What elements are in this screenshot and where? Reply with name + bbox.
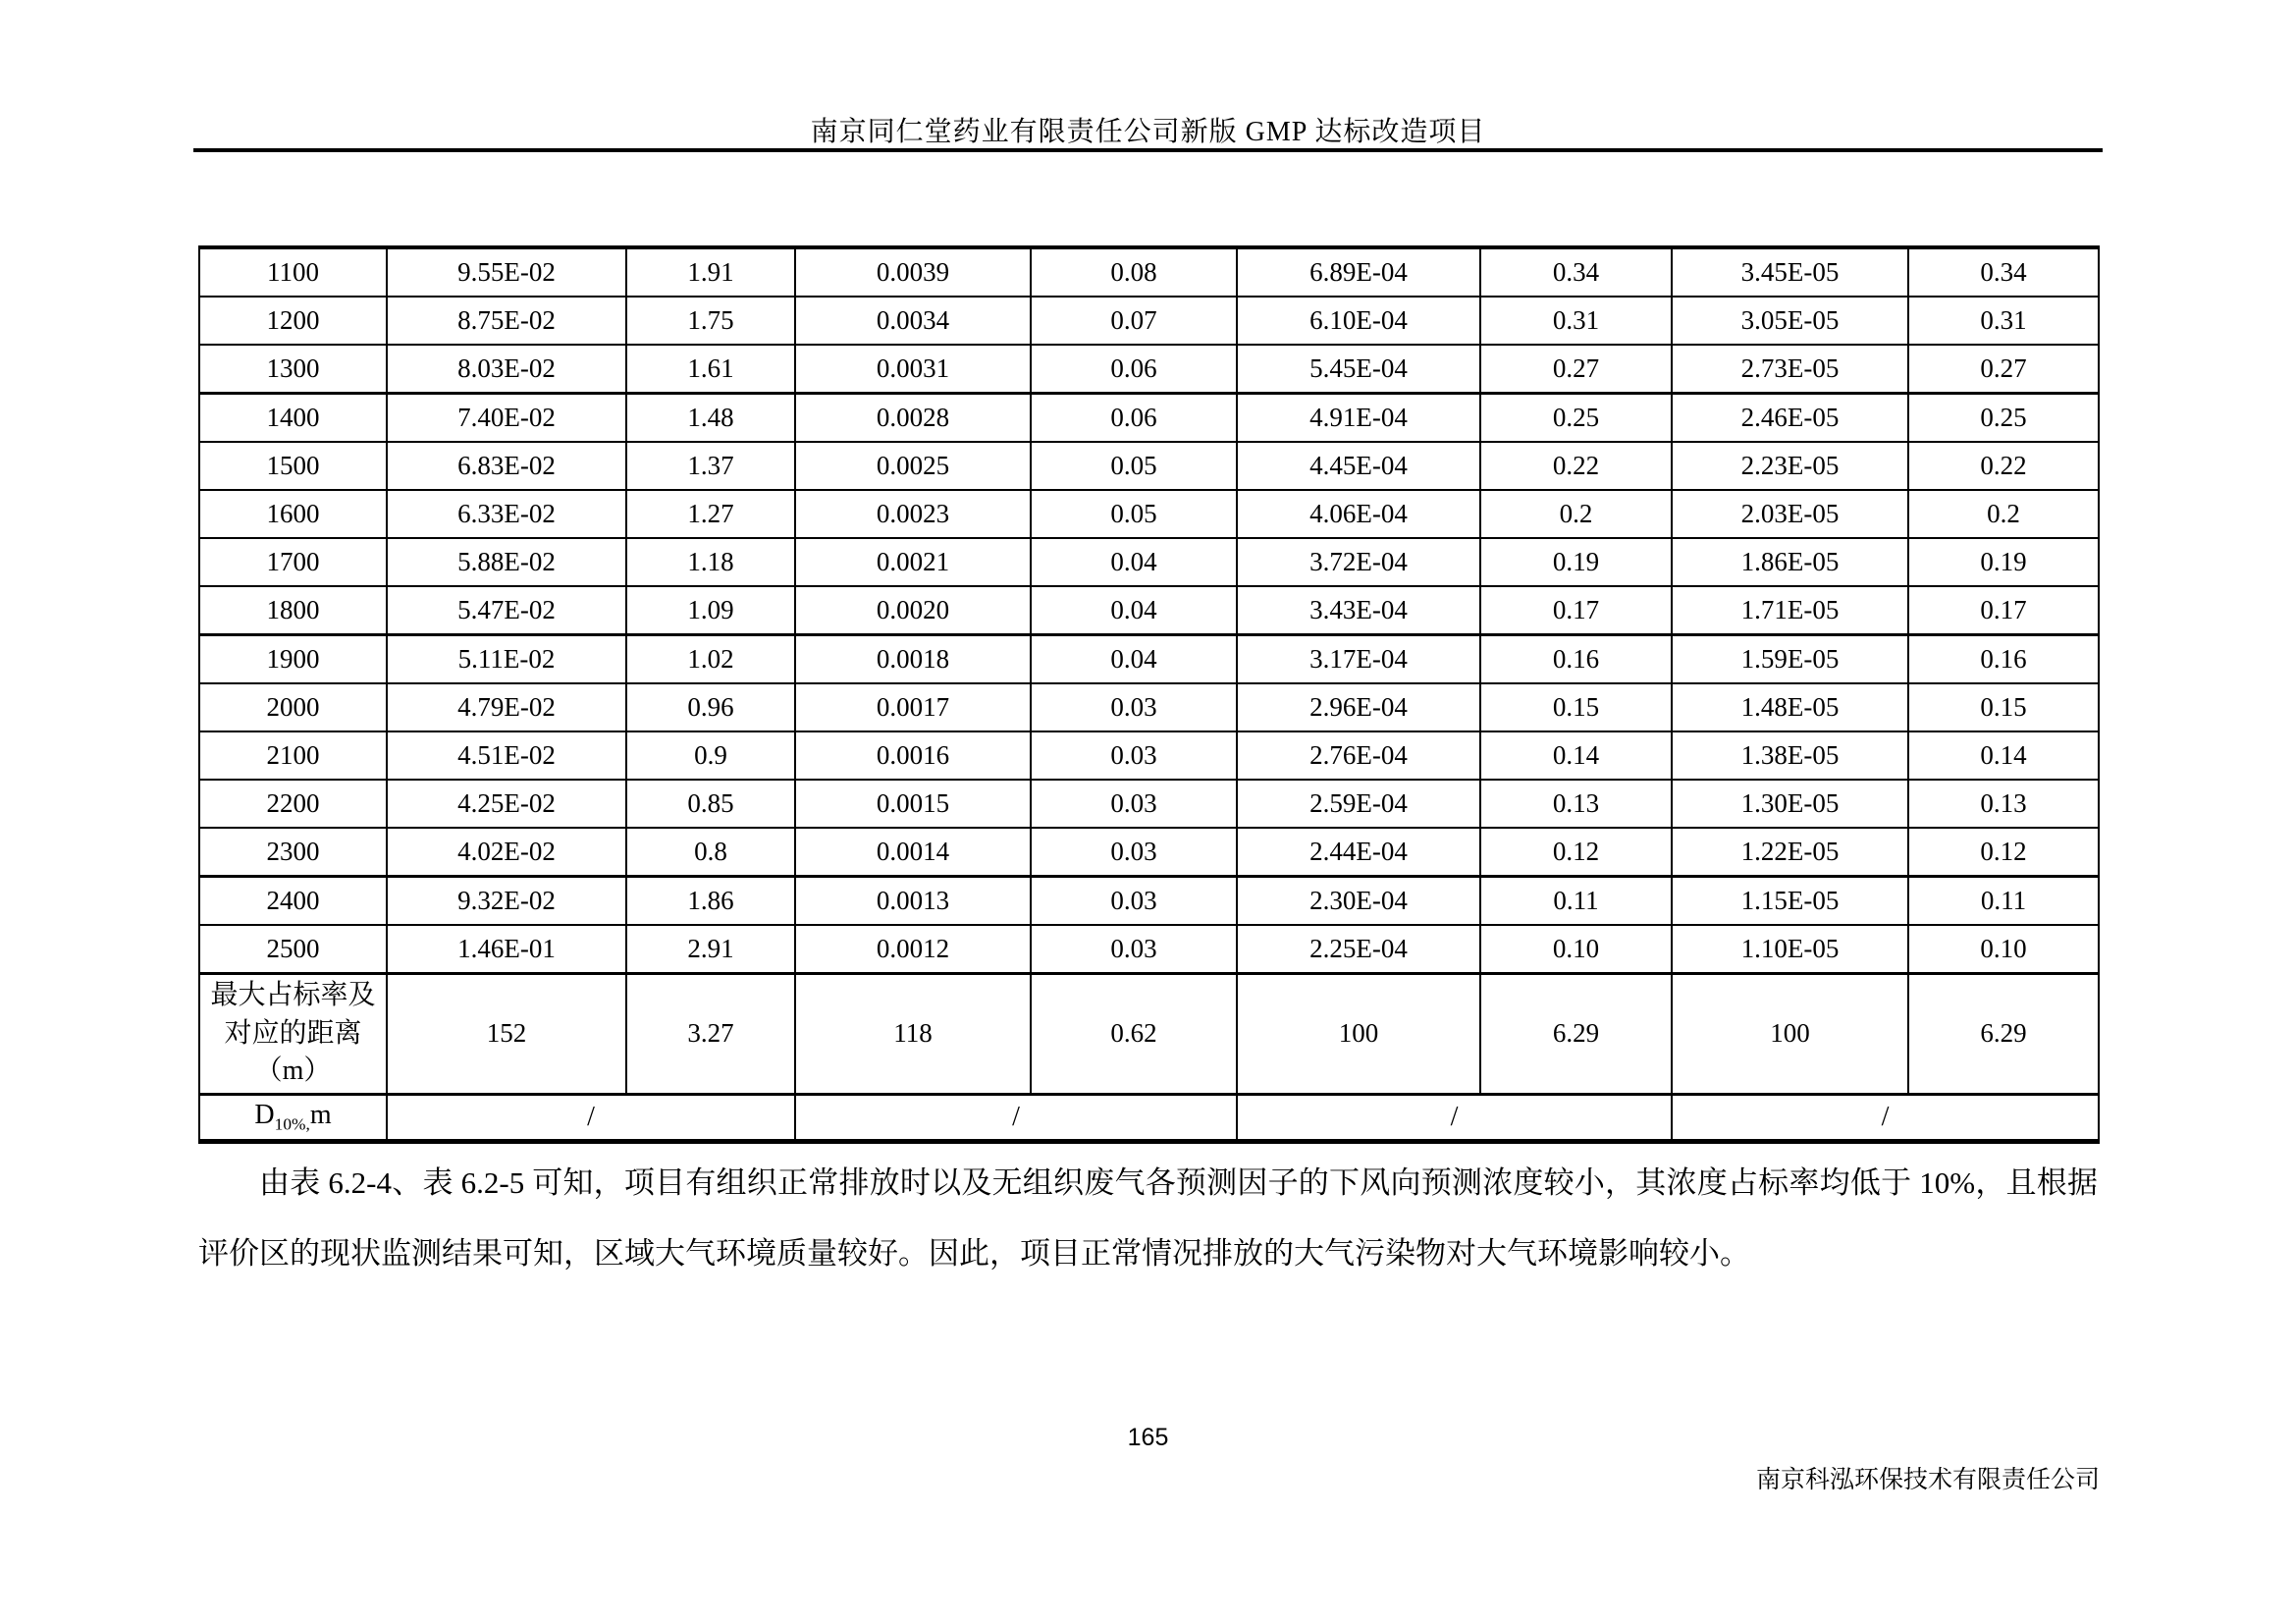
summary-label-cell: 最大占标率及对应的距离（m） [199, 974, 387, 1095]
prediction-table-body [199, 247, 2099, 1141]
table-row [199, 442, 2099, 490]
value-cell: 1.48 [626, 394, 795, 443]
value-cell: 6.10E-04 [1237, 297, 1480, 345]
value-cell: 5.88E-02 [387, 538, 626, 586]
value-cell: 0.14 [1908, 731, 2099, 780]
value-cell: 1.37 [626, 442, 795, 490]
value-cell: 0.31 [1908, 297, 2099, 345]
value-cell: 1.09 [626, 586, 795, 635]
distance-cell: 1100 [199, 247, 387, 297]
value-cell: 1.86 [626, 877, 795, 926]
value-cell: 2.76E-04 [1237, 731, 1480, 780]
value-cell: 5.45E-04 [1237, 345, 1480, 394]
summary-value-cell: 100 [1672, 974, 1908, 1095]
value-cell: 0.03 [1031, 683, 1237, 731]
value-cell: 7.40E-02 [387, 394, 626, 443]
distance-cell: 1200 [199, 297, 387, 345]
value-cell: 1.27 [626, 490, 795, 538]
value-cell: 6.33E-02 [387, 490, 626, 538]
value-cell: 1.22E-05 [1672, 828, 1908, 877]
value-cell: 1.30E-05 [1672, 780, 1908, 828]
value-cell: 0.27 [1908, 345, 2099, 394]
value-cell: 1.48E-05 [1672, 683, 1908, 731]
value-cell: 0.2 [1908, 490, 2099, 538]
value-cell: 0.11 [1480, 877, 1672, 926]
value-cell: 4.02E-02 [387, 828, 626, 877]
value-cell: 1.02 [626, 635, 795, 684]
value-cell: 4.25E-02 [387, 780, 626, 828]
value-cell: 0.0021 [795, 538, 1031, 586]
distance-cell: 2500 [199, 925, 387, 974]
value-cell: 0.8 [626, 828, 795, 877]
value-cell: 0.0028 [795, 394, 1031, 443]
value-cell: 1.10E-05 [1672, 925, 1908, 974]
value-cell: 0.85 [626, 780, 795, 828]
summary-value-cell: 152 [387, 974, 626, 1095]
value-cell: 2.96E-04 [1237, 683, 1480, 731]
value-cell: 0.05 [1031, 490, 1237, 538]
table-row [199, 247, 2099, 297]
table-row [199, 394, 2099, 443]
value-cell: 0.0016 [795, 731, 1031, 780]
value-cell: 0.19 [1908, 538, 2099, 586]
distance-cell: 1700 [199, 538, 387, 586]
summary-value-cell: 100 [1237, 974, 1480, 1095]
table-row [199, 586, 2099, 635]
value-cell: 2.23E-05 [1672, 442, 1908, 490]
d10-label-cell [199, 1094, 387, 1141]
value-cell: 0.17 [1480, 586, 1672, 635]
value-cell: 0.04 [1031, 635, 1237, 684]
value-cell: 0.0018 [795, 635, 1031, 684]
value-cell: 4.79E-02 [387, 683, 626, 731]
value-cell: 2.25E-04 [1237, 925, 1480, 974]
value-cell: 0.27 [1480, 345, 1672, 394]
d10-value-cell: / [1672, 1094, 2099, 1141]
value-cell: 5.11E-02 [387, 635, 626, 684]
summary-value-cell: 3.27 [626, 974, 795, 1095]
value-cell: 0.06 [1031, 394, 1237, 443]
value-cell: 1.75 [626, 297, 795, 345]
value-cell: 0.2 [1480, 490, 1672, 538]
value-cell: 6.89E-04 [1237, 247, 1480, 297]
value-cell: 2.46E-05 [1672, 394, 1908, 443]
value-cell: 0.9 [626, 731, 795, 780]
value-cell: 4.45E-04 [1237, 442, 1480, 490]
value-cell: 2.44E-04 [1237, 828, 1480, 877]
value-cell: 0.0023 [795, 490, 1031, 538]
distance-cell: 2100 [199, 731, 387, 780]
d10-label-subscript: 10%, [274, 1114, 310, 1134]
value-cell: 0.13 [1908, 780, 2099, 828]
value-cell: 1.71E-05 [1672, 586, 1908, 635]
table-row [199, 828, 2099, 877]
table-row [199, 538, 2099, 586]
header-rule [193, 148, 2103, 152]
value-cell: 0.0012 [795, 925, 1031, 974]
d10-label-m: m [309, 1100, 332, 1131]
table-row [199, 877, 2099, 926]
value-cell: 0.0014 [795, 828, 1031, 877]
d10-value-cell: / [1237, 1094, 1672, 1141]
value-cell: 0.0034 [795, 297, 1031, 345]
value-cell: 3.45E-05 [1672, 247, 1908, 297]
value-cell: 3.72E-04 [1237, 538, 1480, 586]
value-cell: 8.03E-02 [387, 345, 626, 394]
value-cell: 1.59E-05 [1672, 635, 1908, 684]
header-title: 南京同仁堂药业有限责任公司新版 GMP 达标改造项目 [810, 117, 1486, 147]
value-cell: 0.96 [626, 683, 795, 731]
summary-value-cell: 6.29 [1908, 974, 2099, 1095]
value-cell: 0.04 [1031, 538, 1237, 586]
table-row [199, 683, 2099, 731]
value-cell: 0.16 [1480, 635, 1672, 684]
value-cell: 0.25 [1480, 394, 1672, 443]
value-cell: 0.31 [1480, 297, 1672, 345]
d10-value-cell: / [387, 1094, 795, 1141]
prediction-table [198, 245, 2100, 1144]
value-cell: 0.07 [1031, 297, 1237, 345]
d10-value-cell: / [795, 1094, 1237, 1141]
value-cell: 0.22 [1480, 442, 1672, 490]
value-cell: 2.91 [626, 925, 795, 974]
page-number: 165 [1127, 1424, 1169, 1451]
value-cell: 0.0025 [795, 442, 1031, 490]
value-cell: 0.15 [1480, 683, 1672, 731]
distance-cell: 1900 [199, 635, 387, 684]
value-cell: 0.34 [1480, 247, 1672, 297]
value-cell: 1.15E-05 [1672, 877, 1908, 926]
d10-label-d: D [254, 1100, 275, 1131]
value-cell: 1.46E-01 [387, 925, 626, 974]
value-cell: 0.0031 [795, 345, 1031, 394]
value-cell: 0.15 [1908, 683, 2099, 731]
value-cell: 0.04 [1031, 586, 1237, 635]
d10-row [199, 1094, 2099, 1141]
distance-cell: 1600 [199, 490, 387, 538]
value-cell: 0.0020 [795, 586, 1031, 635]
value-cell: 1.18 [626, 538, 795, 586]
value-cell: 4.06E-04 [1237, 490, 1480, 538]
value-cell: 0.13 [1480, 780, 1672, 828]
value-cell: 0.03 [1031, 780, 1237, 828]
value-cell: 0.03 [1031, 731, 1237, 780]
summary-value-cell: 6.29 [1480, 974, 1672, 1095]
value-cell: 5.47E-02 [387, 586, 626, 635]
table-row [199, 731, 2099, 780]
table-row [199, 490, 2099, 538]
value-cell: 0.03 [1031, 925, 1237, 974]
value-cell: 3.43E-04 [1237, 586, 1480, 635]
value-cell: 2.59E-04 [1237, 780, 1480, 828]
value-cell: 0.14 [1480, 731, 1672, 780]
value-cell: 3.05E-05 [1672, 297, 1908, 345]
value-cell: 9.55E-02 [387, 247, 626, 297]
value-cell: 8.75E-02 [387, 297, 626, 345]
value-cell: 0.05 [1031, 442, 1237, 490]
analysis-paragraph: 由表 6.2-4、表 6.2-5 可知，项目有组织正常排放时以及无组织废气各预测因子的下风向预测浓度较小，其浓度占标率均低于 10%，且根据评价区的现状监测结果可知，区域大气环境质量较好。因此，项目正常情况排放的大气污染物对大气环境影响较小。 [198, 1165, 2098, 1271]
distance-cell: 2300 [199, 828, 387, 877]
distance-cell: 2400 [199, 877, 387, 926]
value-cell: 0.22 [1908, 442, 2099, 490]
value-cell: 2.73E-05 [1672, 345, 1908, 394]
value-cell: 0.34 [1908, 247, 2099, 297]
value-cell: 0.11 [1908, 877, 2099, 926]
value-cell: 0.0013 [795, 877, 1031, 926]
distance-cell: 1400 [199, 394, 387, 443]
distance-cell: 2000 [199, 683, 387, 731]
value-cell: 0.10 [1908, 925, 2099, 974]
table-row [199, 925, 2099, 974]
value-cell: 0.08 [1031, 247, 1237, 297]
value-cell: 0.12 [1480, 828, 1672, 877]
value-cell: 1.91 [626, 247, 795, 297]
summary-value-cell: 118 [795, 974, 1031, 1095]
value-cell: 1.38E-05 [1672, 731, 1908, 780]
value-cell: 0.0017 [795, 683, 1031, 731]
value-cell: 3.17E-04 [1237, 635, 1480, 684]
value-cell: 0.10 [1480, 925, 1672, 974]
summary-row [199, 974, 2099, 1095]
value-cell: 6.83E-02 [387, 442, 626, 490]
footer-company: 南京科泓环保技术有限责任公司 [1755, 1467, 2100, 1493]
value-cell: 0.03 [1031, 828, 1237, 877]
distance-cell: 2200 [199, 780, 387, 828]
value-cell: 0.19 [1480, 538, 1672, 586]
value-cell: 1.86E-05 [1672, 538, 1908, 586]
summary-value-cell: 0.62 [1031, 974, 1237, 1095]
distance-cell: 1500 [199, 442, 387, 490]
value-cell: 4.91E-04 [1237, 394, 1480, 443]
value-cell: 0.0015 [795, 780, 1031, 828]
value-cell: 2.03E-05 [1672, 490, 1908, 538]
value-cell: 4.51E-02 [387, 731, 626, 780]
value-cell: 1.61 [626, 345, 795, 394]
value-cell: 0.03 [1031, 877, 1237, 926]
value-cell: 0.25 [1908, 394, 2099, 443]
value-cell: 0.12 [1908, 828, 2099, 877]
value-cell: 0.06 [1031, 345, 1237, 394]
table-row [199, 345, 2099, 394]
table-row [199, 635, 2099, 684]
table-row [199, 780, 2099, 828]
value-cell: 0.16 [1908, 635, 2099, 684]
value-cell: 9.32E-02 [387, 877, 626, 926]
distance-cell: 1300 [199, 345, 387, 394]
value-cell: 2.30E-04 [1237, 877, 1480, 926]
value-cell: 0.17 [1908, 586, 2099, 635]
distance-cell: 1800 [199, 586, 387, 635]
value-cell: 0.0039 [795, 247, 1031, 297]
table-row [199, 297, 2099, 345]
